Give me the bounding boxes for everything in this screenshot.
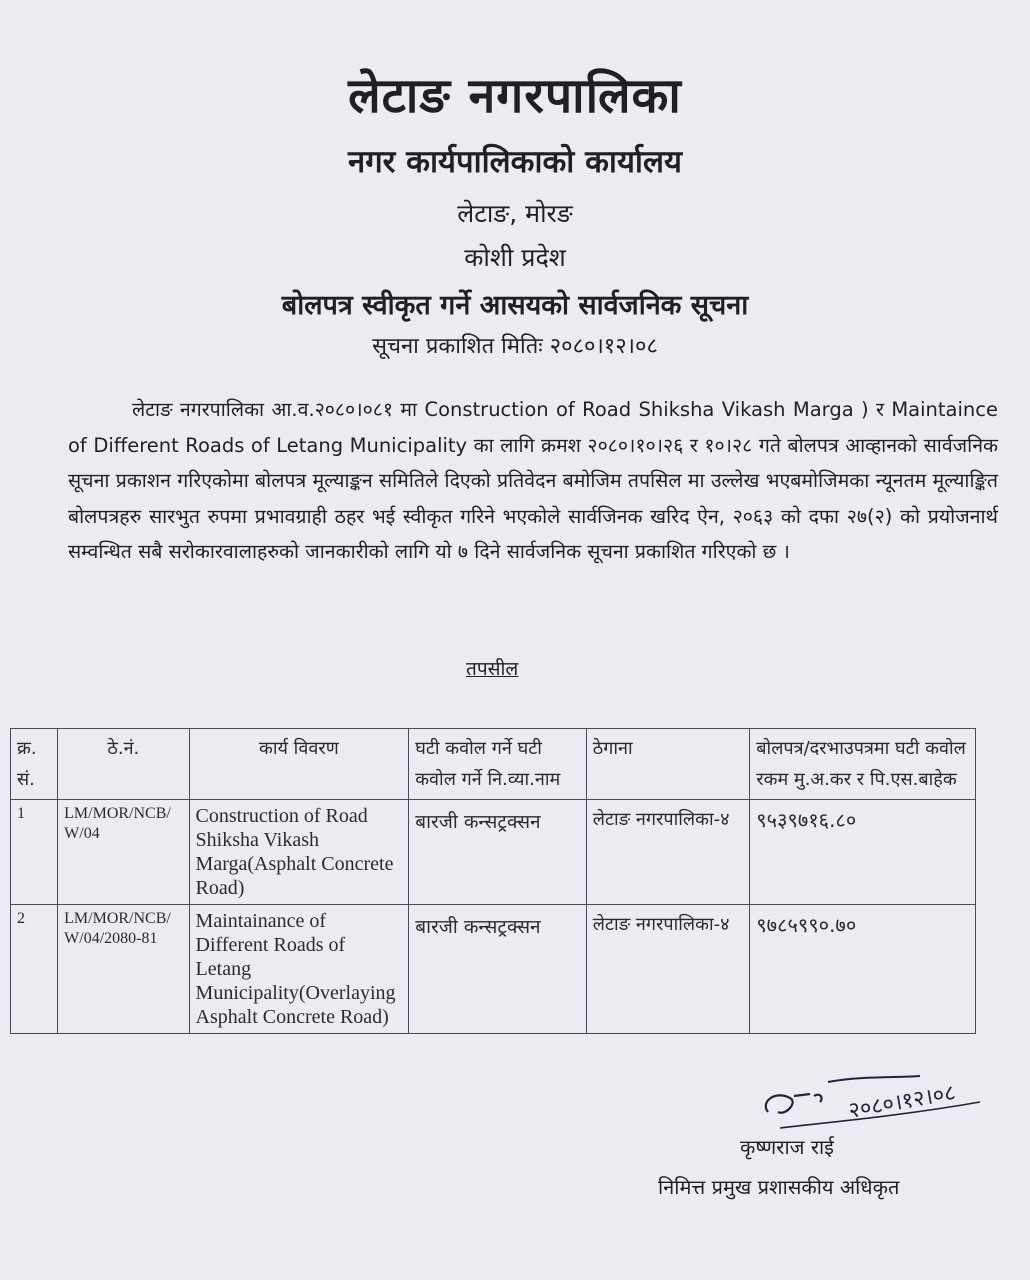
notice-title: बोलपत्र स्वीकृत गर्ने आसयको सार्वजनिक सूचना [281, 290, 749, 321]
header-bidder: घटी कवोल गर्ने घटी कवोल गर्ने नि.व्या.नाम [409, 729, 587, 800]
handwritten-signature [750, 1072, 990, 1142]
signature-date: २०८०।१२।०८ [846, 1080, 958, 1124]
accepted-bids-table [10, 728, 976, 1034]
province-line: कोशी प्रदेश [464, 243, 566, 272]
published-date: सूचना प्रकाशित मितिः २०८०।१२।०८ [372, 334, 658, 359]
row-amount: ९५३९७१६.८० [750, 800, 976, 905]
row-sn: 2 [11, 905, 58, 1034]
signatory-title: निमित्त प्रमुख प्रशासकीय अधिकृत [658, 1175, 900, 1199]
row-bidder: बारजी कन्सट्रक्सन [409, 800, 587, 905]
notice-paragraph: लेटाङ नगरपालिका आ.व.२०८०।०८१ मा Construction of Road Shiksha Vikash Marga ) र Maintaince of Different Roads of Letang Municipality का लागि क्रमश २०८०।१०।२६ र १०।२८ गते बोलपत्र आव्हानको सार्वजनिक सूचना प्रकाशन गरिएकोमा बोलपत्र मूल्याङ्कन समितिले दिएको प्रतिवेदन बमोजिम तपसिल मा उल्लेख भएबमोजिमका न्यूनतम मूल्याङ्कित बोलपत्रहरु सारभुत रुपमा प्रभावग्राही ठहर भई स्वीकृत गरिने भएकोले सार्वजिनक खरिद ऐन, २०६३ को दफा २७(२) को प्रयोजनार्थ सम्वन्धित सबै सरोकारवालाहरुको जानकारीको लागि यो ७ दिने सार्वजनिक सूचना प्रकाशित गरिएको छ । [68, 398, 998, 563]
municipality-title: लेटाङ नगरपालिका [348, 68, 682, 124]
row-contract-no: LM/MOR/NCB/ W/04/2080-81 [58, 905, 189, 1034]
office-title: नगर कार्यपालिकाको कार्यालय [348, 144, 682, 180]
row-sn: 1 [11, 800, 58, 905]
header-amount: बोलपत्र/दरभाउपत्रमा घटी कवोल रकम मु.अ.कर र पि.एस.बाहेक [750, 729, 976, 800]
row-bidder: बारजी कन्सट्रक्सन [409, 905, 587, 1034]
location-line: लेटाङ, मोरङ [457, 199, 573, 228]
row-description: Construction of Road Shiksha Vikash Marga(Asphalt Concrete Road) [189, 800, 409, 905]
details-heading: तपसील [466, 658, 519, 680]
header-sn: क्र. सं. [11, 729, 58, 800]
notice-body [68, 392, 998, 570]
table-header-row [11, 729, 976, 800]
row-contract-no: LM/MOR/NCB/ W/04 [58, 800, 189, 905]
table-row [11, 905, 976, 1034]
header-address: ठेगाना [586, 729, 750, 800]
header-description: कार्य विवरण [189, 729, 409, 800]
row-amount: ९७८५९९०.७० [750, 905, 976, 1034]
table-row [11, 800, 976, 905]
signatory-name: कृष्णराज राई [740, 1135, 834, 1159]
row-description: Maintainance of Different Roads of Letang Municipality(Overlaying Asphalt Concrete Road) [189, 905, 409, 1034]
row-address: लेटाङ नगरपालिका-४ [586, 905, 750, 1034]
header-contract-no: ठे.नं. [58, 729, 189, 800]
row-address: लेटाङ नगरपालिका-४ [586, 800, 750, 905]
